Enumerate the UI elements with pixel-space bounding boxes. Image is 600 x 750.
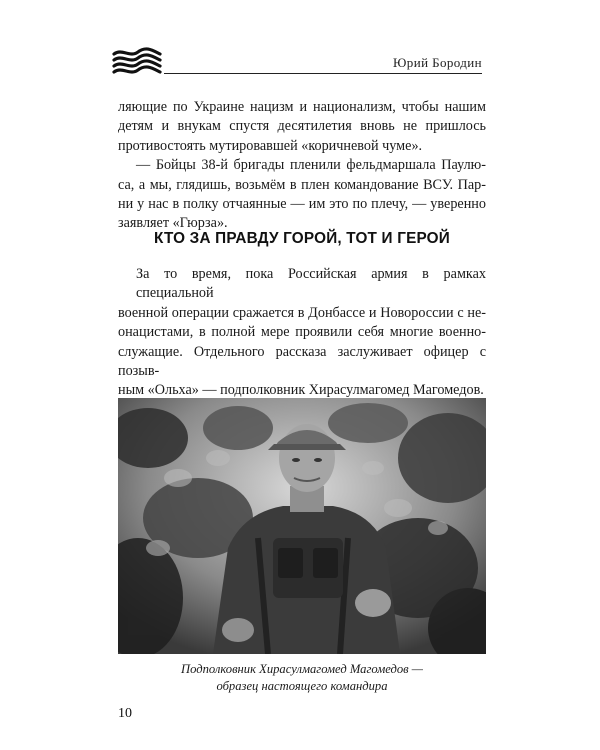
text-line: са, а мы, глядишь, возьмём в плен командование ВСУ. Пар- bbox=[118, 176, 486, 193]
text-line: — Бойцы 38-й бригады пленили фельдмаршала Паулю- bbox=[136, 157, 486, 174]
soldier-photo bbox=[118, 398, 486, 654]
text-line: онацистами, в полной мере проявили себя многие военно- bbox=[118, 324, 486, 341]
photo-caption bbox=[118, 661, 486, 695]
paragraph bbox=[118, 265, 486, 401]
header-rule bbox=[164, 73, 482, 74]
paragraph-continued bbox=[118, 98, 486, 156]
caption-line: образец настоящего командира bbox=[216, 679, 388, 693]
text-line: заявляет «Гюрза». bbox=[118, 215, 228, 232]
text-line: ляющие по Украине нацизм и национализм, чтобы нашим bbox=[118, 99, 486, 115]
text-line: противостоять мутировавшей «коричневой чуме». bbox=[118, 137, 423, 154]
top-text-block bbox=[118, 98, 486, 234]
text-line: За то время, пока Российская армия в рамках специальной bbox=[136, 266, 486, 302]
section-heading: КТО ЗА ПРАВДУ ГОРОЙ, ТОТ И ГЕРОЙ bbox=[154, 230, 450, 247]
text-line: служащие. Отдельного рассказа заслуживает офицер с позыв- bbox=[118, 343, 486, 380]
ribbon-stripes-icon bbox=[112, 46, 162, 80]
text-line: ным «Ольха» — подполковник Хирасулмагомед Магомедов. bbox=[118, 382, 484, 399]
caption-line: Подполковник Хирасулмагомед Магомедов — bbox=[181, 662, 423, 676]
text-line: военной операции сражается в Донбассе и Новороссии с не- bbox=[118, 304, 486, 321]
paragraph-quote bbox=[118, 156, 486, 234]
page-number: 10 bbox=[118, 706, 132, 721]
text-line: ни у нас в полку отчаянные — им это по плечу, — уверенно bbox=[118, 196, 486, 213]
text-line: детям и внукам спустя десятилетия вновь не пришлось bbox=[118, 118, 486, 135]
running-header-author: Юрий Бородин bbox=[393, 55, 482, 70]
